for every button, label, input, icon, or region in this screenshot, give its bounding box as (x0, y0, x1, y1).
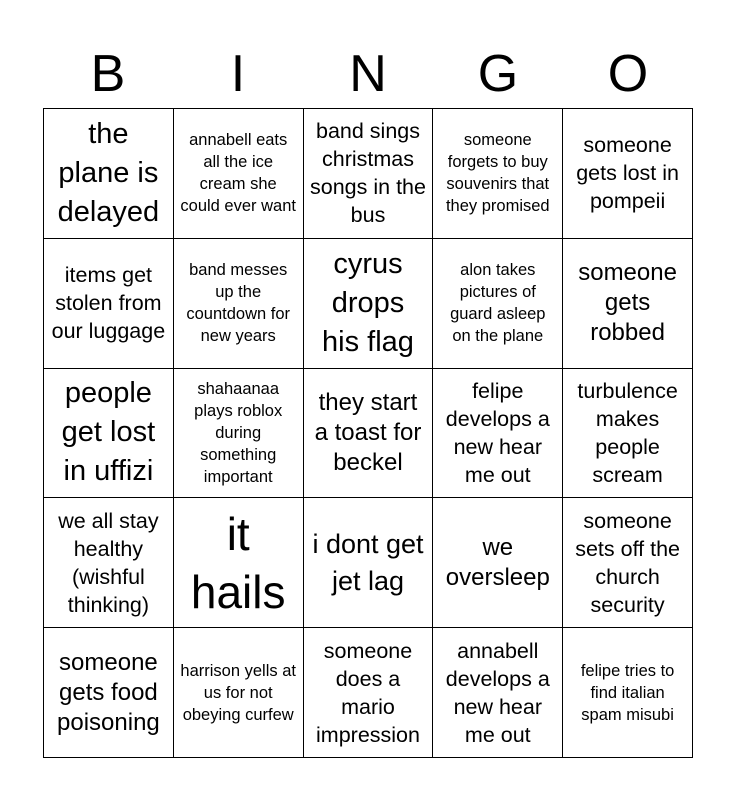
bingo-cell: felipe develops a new hear me out (433, 369, 563, 499)
bingo-cell: turbulence makes people scream (563, 369, 693, 499)
bingo-cell: annabell develops a new hear me out (433, 628, 563, 758)
header-letter-i: I (230, 45, 246, 103)
bingo-cell: someone gets robbed (563, 239, 693, 369)
bingo-cell: items get stolen from our luggage (44, 239, 174, 369)
bingo-cell: someone sets off the church security (563, 498, 693, 628)
bingo-cell: we all stay healthy (wishful thinking) (44, 498, 174, 628)
bingo-cell: alon takes pictures of guard asleep on the plane (433, 239, 563, 369)
bingo-cell: someone gets food poisoning (44, 628, 174, 758)
header-letter-b: B (90, 45, 126, 103)
bingo-cell: it hails (174, 498, 304, 628)
bingo-grid (43, 108, 693, 758)
bingo-cell: the plane is delayed (44, 109, 174, 239)
bingo-cell: we oversleep (433, 498, 563, 628)
bingo-cell: band messes up the countdown for new years (174, 239, 304, 369)
bingo-cell: someone forgets to buy souvenirs that they promised (433, 109, 563, 239)
bingo-cell: cyrus drops his flag (304, 239, 434, 369)
bingo-header (43, 40, 693, 108)
bingo-cell: shahaanaa plays roblox during something important (174, 369, 304, 499)
bingo-cell: band sings christmas songs in the bus (304, 109, 434, 239)
bingo-cell: annabell eats all the ice cream she could ever want (174, 109, 304, 239)
bingo-cell: i dont get jet lag (304, 498, 434, 628)
bingo-cell: people get lost in uffizi (44, 369, 174, 499)
header-letter-o: O (607, 45, 649, 103)
bingo-cell: someone gets lost in pompeii (563, 109, 693, 239)
header-letter-n: N (349, 45, 387, 103)
bingo-cell: felipe tries to find italian spam misubi (563, 628, 693, 758)
header-letter-g: G (477, 45, 519, 103)
bingo-cell: someone does a mario impression (304, 628, 434, 758)
bingo-cell: harrison yells at us for not obeying curfew (174, 628, 304, 758)
bingo-cell: they start a toast for beckel (304, 369, 434, 499)
